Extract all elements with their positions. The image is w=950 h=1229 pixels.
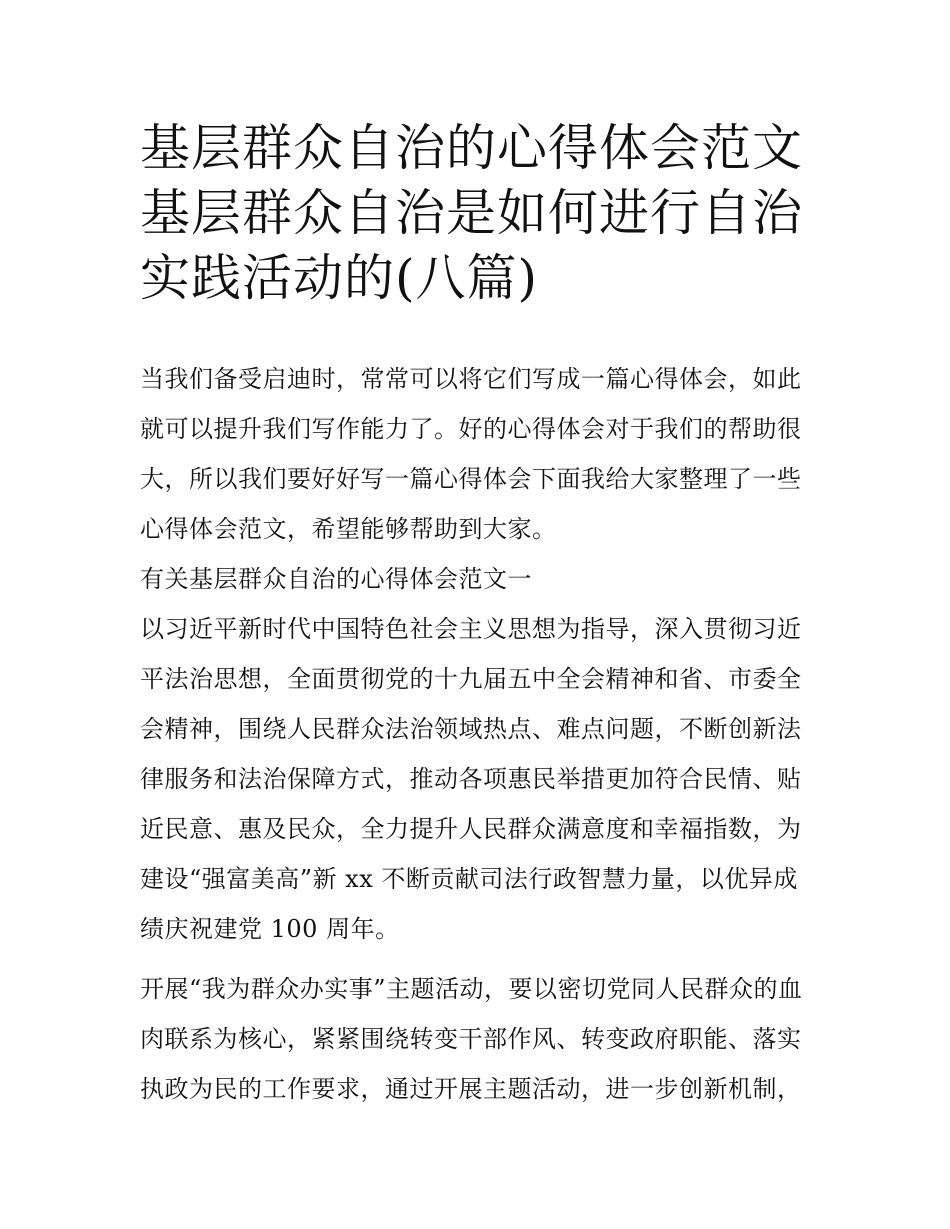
- paragraph-line: 会精神，围绕人民群众法治领域热点、难点问题，不断创新法: [140, 715, 802, 743]
- paragraph-line: 肉联系为核心，紧紧围绕转变干部作风、转变政府职能、落实: [140, 1025, 802, 1053]
- title-line: 基层群众自治的心得体会范文: [140, 119, 803, 177]
- body-paragraph-1: [140, 604, 820, 954]
- title-line: 实践活动的(八篇): [140, 249, 539, 307]
- body-paragraph-2: [140, 964, 820, 1114]
- paragraph-line: 开展“我为群众办实事”主题活动，要以密切党同人民群众的血: [140, 975, 803, 1003]
- paragraph-line: 律服务和法治保障方式，推动各项惠民举措更加符合民情、贴: [140, 765, 802, 793]
- paragraph-line: 大，所以我们要好好写一篇心得体会下面我给大家整理了一些: [140, 465, 802, 493]
- document-title: [140, 116, 820, 311]
- paragraph-line: 建设“强富美高”新 xx 不断贡献司法行政智慧力量，以优异成: [140, 865, 798, 893]
- paragraph-line: 当我们备受启迪时，常常可以将它们写成一篇心得体会，如此: [140, 365, 802, 393]
- paragraph-line: 近民意、惠及民众，全力提升人民群众满意度和幸福指数，为: [140, 815, 802, 843]
- paragraph-line: 平法治思想，全面贯彻党的十九届五中全会精神和省、市委全: [140, 665, 802, 693]
- title-line: 基层群众自治是如何进行自治: [140, 184, 803, 242]
- paragraph-line: 绩庆祝建党 100 周年。: [140, 915, 400, 943]
- intro-paragraph: [140, 354, 820, 554]
- section-heading-text: 有关基层群众自治的心得体会范文一: [140, 565, 532, 593]
- section-heading: [140, 554, 820, 604]
- paragraph-line: 以习近平新时代中国特色社会主义思想为指导，深入贯彻习近: [140, 615, 802, 643]
- paragraph-line: 执政为民的工作要求，通过开展主题活动，进一步创新机制，: [140, 1075, 802, 1103]
- paragraph-line: 心得体会范文，希望能够帮助到大家。: [140, 515, 557, 543]
- paragraph-line: 就可以提升我们写作能力了。好的心得体会对于我们的帮助很: [140, 415, 802, 443]
